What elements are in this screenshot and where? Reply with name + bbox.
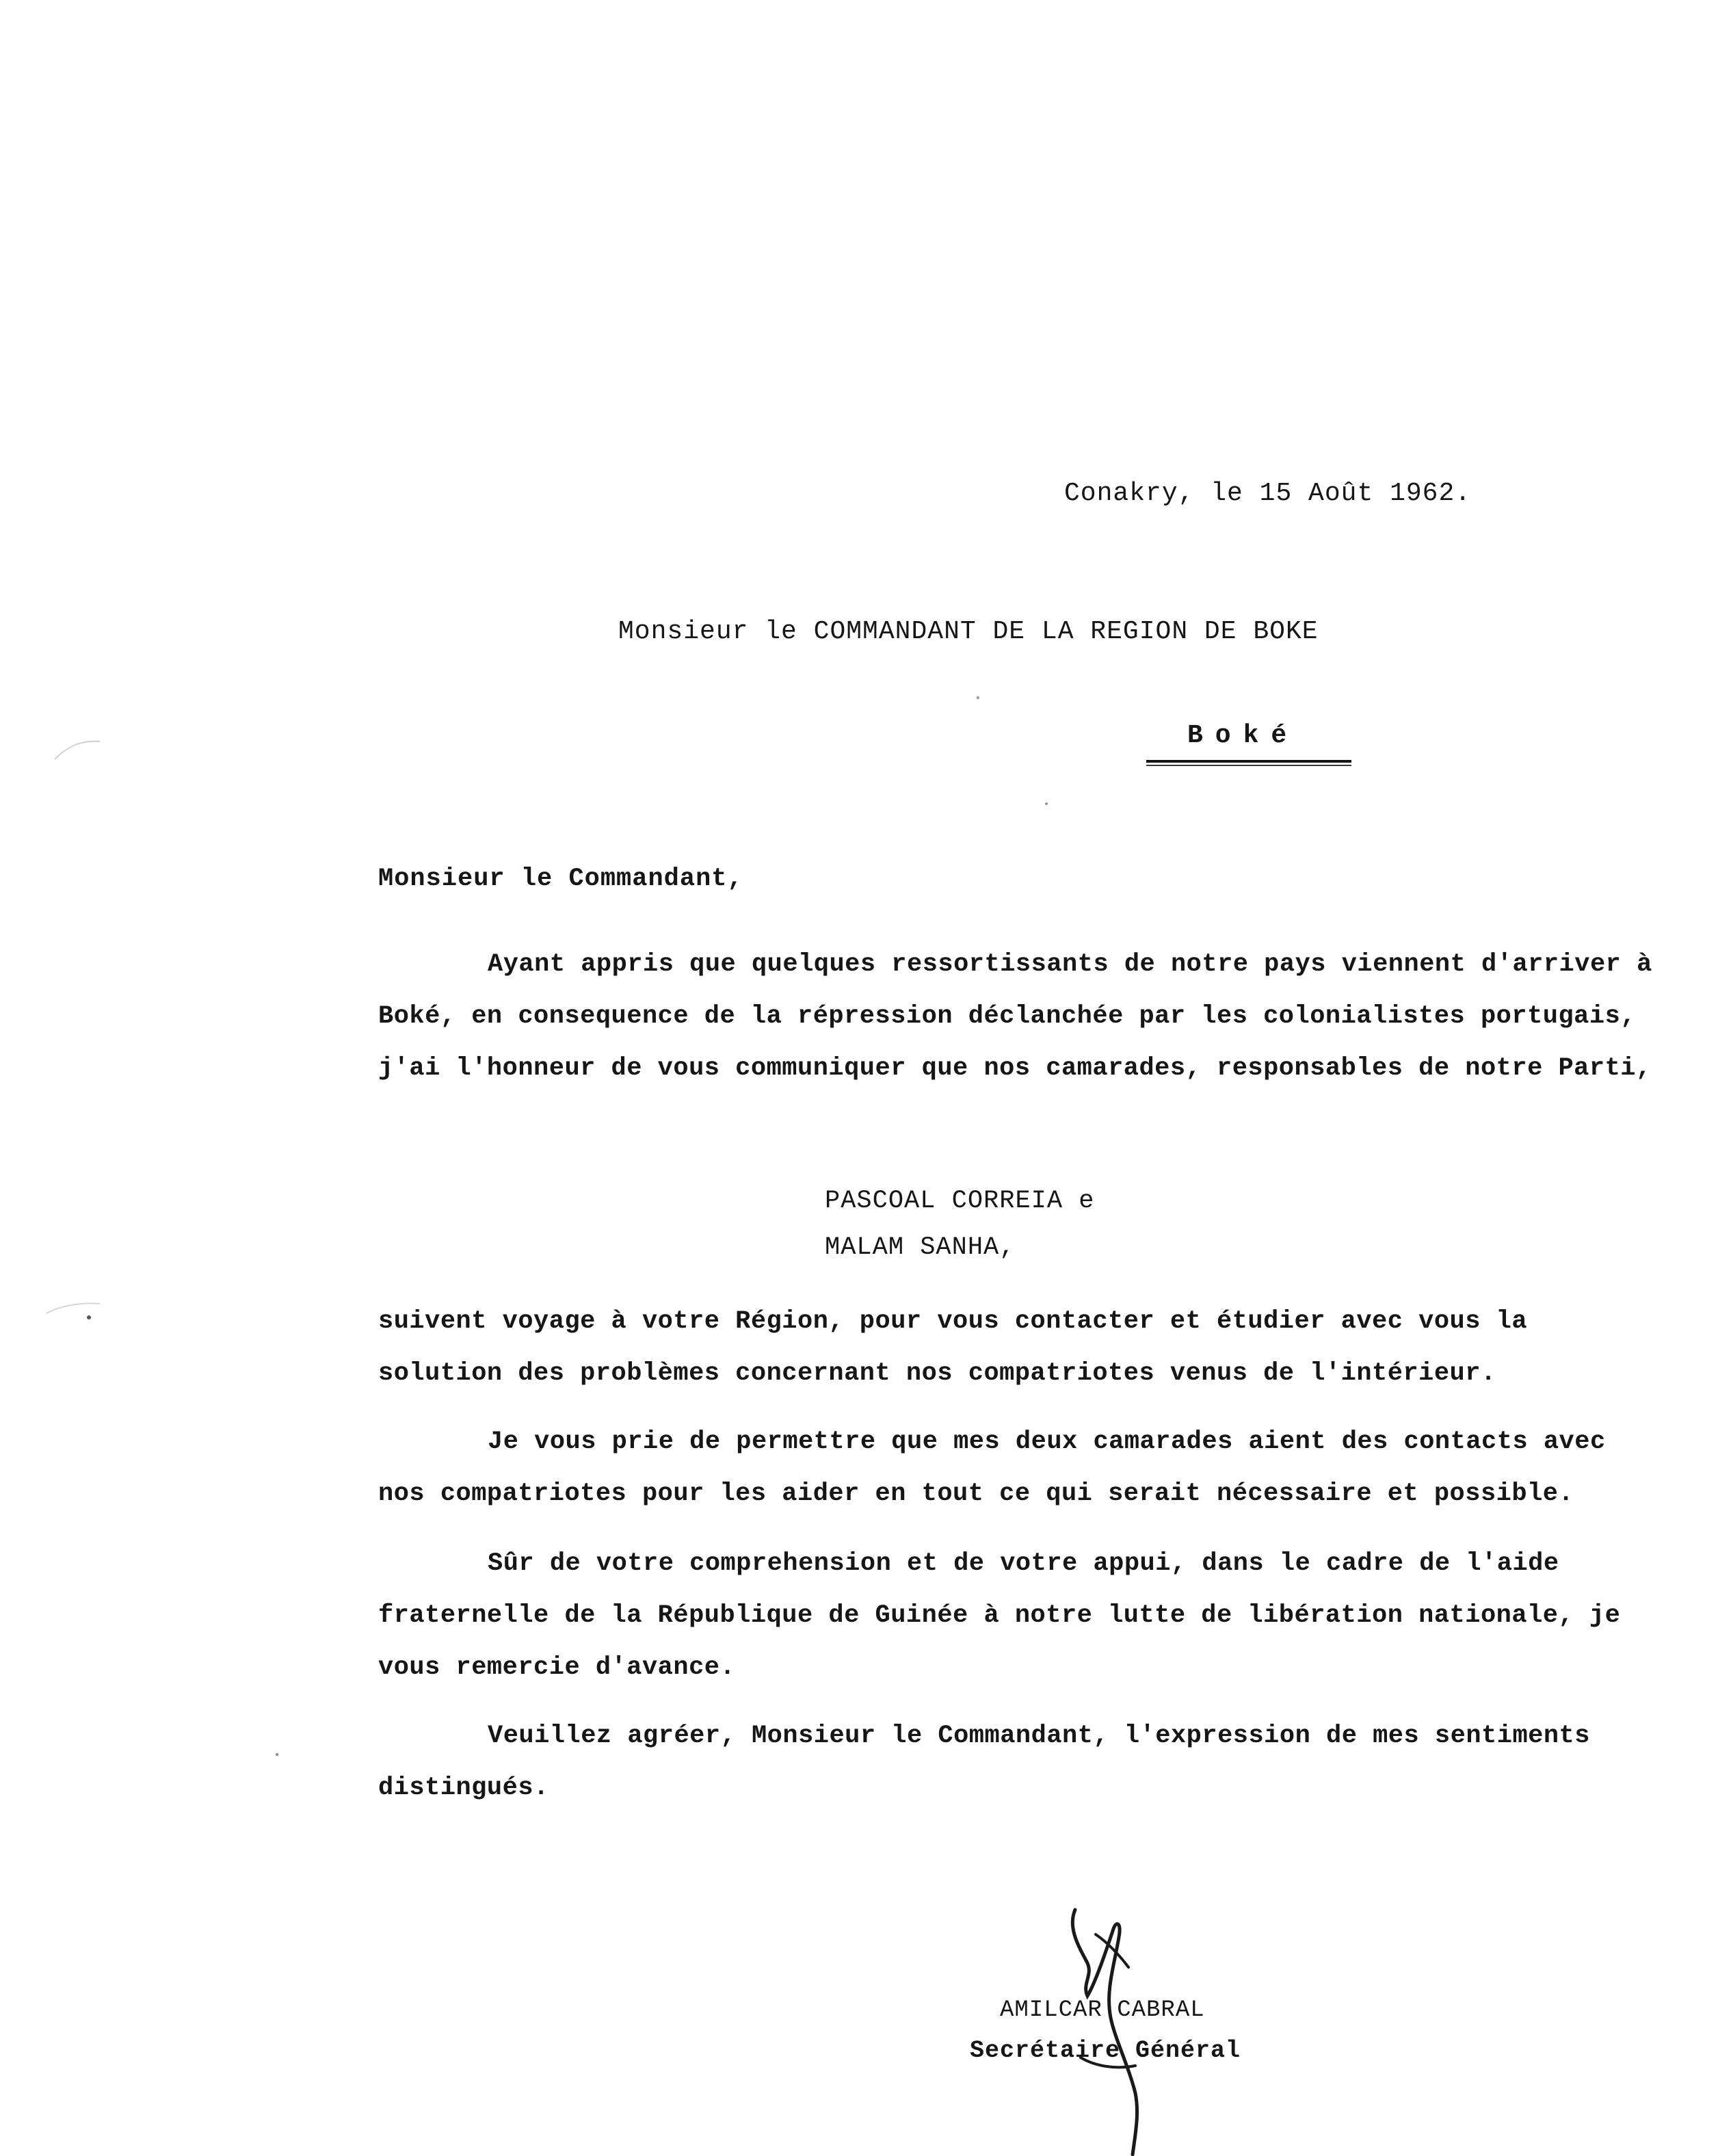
recipient-address: Monsieur le COMMANDANT DE LA REGION DE BOKE xyxy=(618,617,1319,646)
recipient-city: Boké xyxy=(1146,721,1351,763)
handwritten-signature xyxy=(1040,1902,1217,2156)
body-paragraph-3 xyxy=(378,1416,1664,1520)
signatory-title: Secrétaire Général xyxy=(970,2037,1241,2064)
body-paragraph-1 xyxy=(378,938,1664,1094)
delegate-name-2: MALAM SANHA, xyxy=(825,1233,1016,1262)
letter-date: Conakry, le 15 Août 1962. xyxy=(1064,479,1472,508)
closing-paragraph xyxy=(378,1710,1664,1814)
paragraph-2-text: suivent voyage à votre Région, pour vous contacter et étudier avec vous la solution des problèmes concernant nos compatriotes venus de l'intérieur. xyxy=(378,1307,1528,1388)
city-underline xyxy=(1146,765,1351,766)
paragraph-4-text: Sûr de votre comprehension et de votre appui, dans le cadre de l'aide fraternelle de la République de Guinée à notre lutte de libération nationale, je vous remercie d'avance. xyxy=(378,1549,1621,1682)
body-paragraph-4 xyxy=(378,1538,1664,1694)
paper-speck-4 xyxy=(971,691,985,705)
salutation: Monsieur le Commandant, xyxy=(378,865,743,893)
signatory-name: AMILCAR CABRAL xyxy=(1000,1997,1205,2023)
paper-speck-5 xyxy=(1040,797,1053,811)
paragraph-5-text: Veuillez agréer, Monsieur le Commandant, l'expression de mes sentiments distingués. xyxy=(378,1722,1590,1802)
body-paragraph-2 xyxy=(378,1296,1664,1399)
paper-speck xyxy=(48,732,103,766)
paper-speck-2 xyxy=(41,1293,103,1327)
paper-speck-3 xyxy=(267,1744,287,1765)
paragraph-1-text: Ayant appris que quelques ressortissants de notre pays viennent d'arriver à Boké, en consequence de la répression déclanchée par les colonialistes portugais, j'ai l'honneur de vous communiquer que nos camarades, responsables de notre Parti, xyxy=(378,950,1652,1083)
paragraph-3-text: Je vous prie de permettre que mes deux camarades aient des contacts avec nos compatriotes pour les aider en tout ce qui serait nécessaire et possible. xyxy=(378,1428,1606,1508)
delegate-name-1: PASCOAL CORREIA e xyxy=(825,1187,1095,1215)
